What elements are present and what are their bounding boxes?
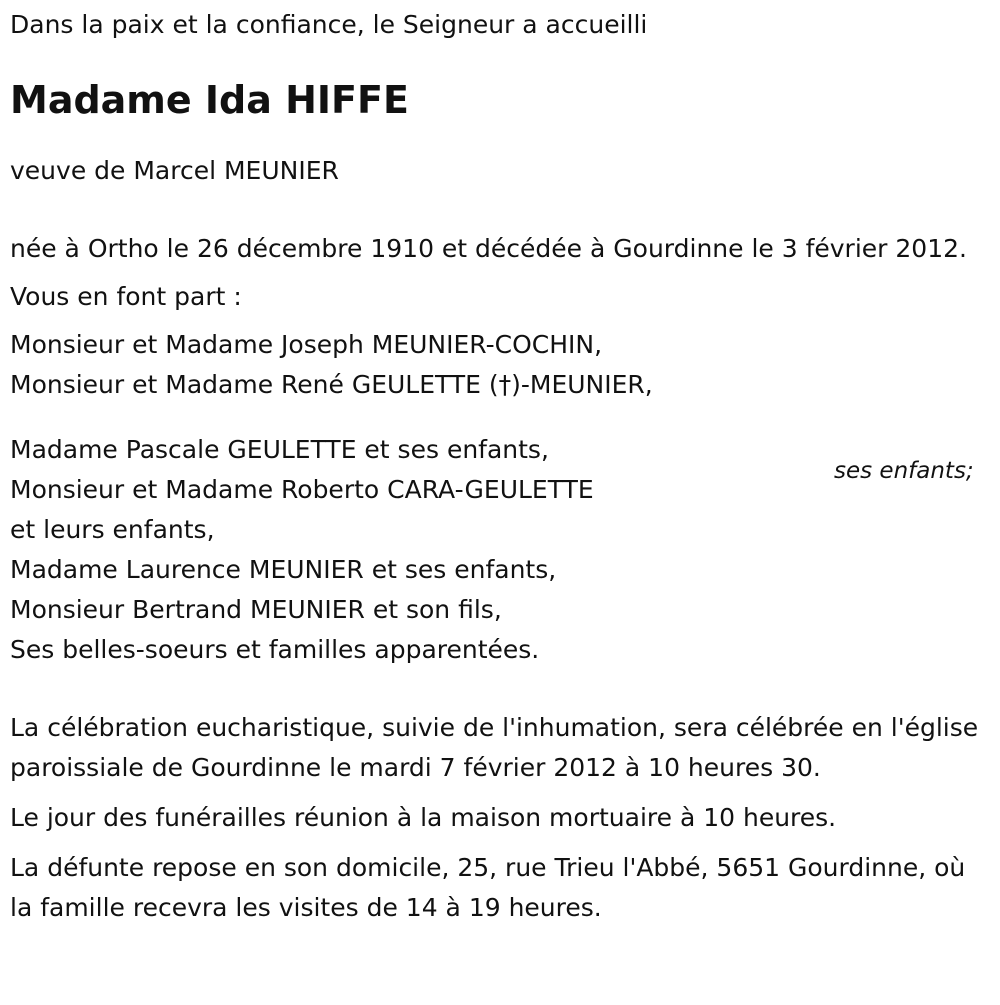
children-list <box>10 325 995 405</box>
grandchild-entry: Monsieur et Madame Roberto CARA-GEULETTE <box>10 475 594 504</box>
residence-text: La défunte repose en son domicile, 25, rue Trieu l'Abbé, 5651 Gourdinne, où la famille recevra les visites de 14 à 19 heures. <box>10 853 966 922</box>
grandchild-entry: Ses belles-soeurs et familles apparentées. <box>10 635 540 664</box>
widow-of-text: veuve de Marcel MEUNIER <box>10 156 339 185</box>
grandchild-entry: Monsieur Bertrand MEUNIER et son fils, <box>10 595 502 624</box>
ceremony-text: La célébration eucharistique, suivie de l'inhumation, sera célébrée en l'église paroissiale de Gourdinne le mardi 7 février 2012 à 10 heures 30. <box>10 713 979 782</box>
grandchild-entry: et leurs enfants, <box>10 515 215 544</box>
grandchild-entry: Madame Laurence MEUNIER et ses enfants, <box>10 555 557 584</box>
child-entry: Monsieur et Madame René GEULETTE (†)-MEUNIER, <box>10 370 653 399</box>
grandchild-entry: Madame Pascale GEULETTE et ses enfants, <box>10 435 549 464</box>
announcement-text: Vous en font part : <box>10 282 242 311</box>
birth-death-text: née à Ortho le 26 décembre 1910 et décédée à Gourdinne le 3 février 2012. <box>10 234 967 263</box>
children-suffix-label: ses enfants; <box>834 458 974 484</box>
intro-text: Dans la paix et la confiance, le Seigneur a accueilli <box>10 10 648 39</box>
child-entry: Monsieur et Madame Joseph MEUNIER-COCHIN, <box>10 330 603 359</box>
deceased-name: Madame Ida HIFFE <box>10 78 409 122</box>
meeting-text: Le jour des funérailles réunion à la maison mortuaire à 10 heures. <box>10 803 837 832</box>
